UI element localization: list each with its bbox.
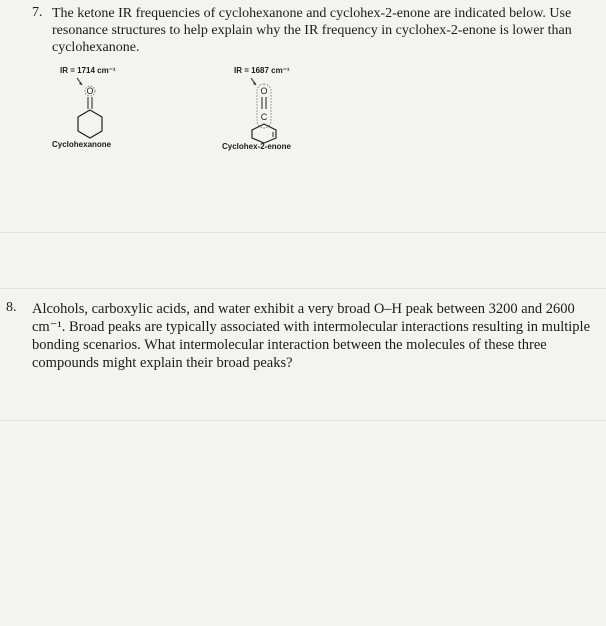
molecule-name: Cyclohex-2-enone [222, 142, 291, 151]
bleed-line [0, 232, 606, 233]
bleed-line [0, 288, 606, 289]
molecule-name: Cyclohexanone [52, 140, 112, 149]
ring [252, 124, 276, 143]
question-number: 7. [32, 5, 43, 20]
oxygen-atom: O [260, 86, 268, 96]
question-text: The ketone IR frequencies of cyclohexanone and cyclohex-2-enone are indicated below. Use resonance structures to help explain why the IR frequency in cyclohex-2-enone is lower than cyclohexanone. [52, 6, 572, 55]
question-number: 8. [6, 300, 17, 315]
cyclohexanone-structure [60, 72, 120, 140]
ir-frequency-label: IR = 1687 cm⁻¹ [234, 66, 290, 75]
cyclohexenone-structure [236, 72, 296, 144]
question-text: Alcohols, carboxylic acids, and water exhibit a very broad O–H peak between 3200 and 2600 cm⁻¹. Broad peaks are typically associated with intermolecular interactions resulting in multiple bonding scenarios. What intermolecular interaction between the molecules of these three compounds might explain their broad peaks? [32, 301, 591, 371]
ir-frequency-label: IR = 1714 cm⁻¹ [60, 66, 116, 75]
carbon-atom: C [260, 112, 268, 122]
oxygen-atom: O [86, 86, 94, 96]
ring [78, 110, 102, 138]
bleed-line [0, 420, 606, 421]
